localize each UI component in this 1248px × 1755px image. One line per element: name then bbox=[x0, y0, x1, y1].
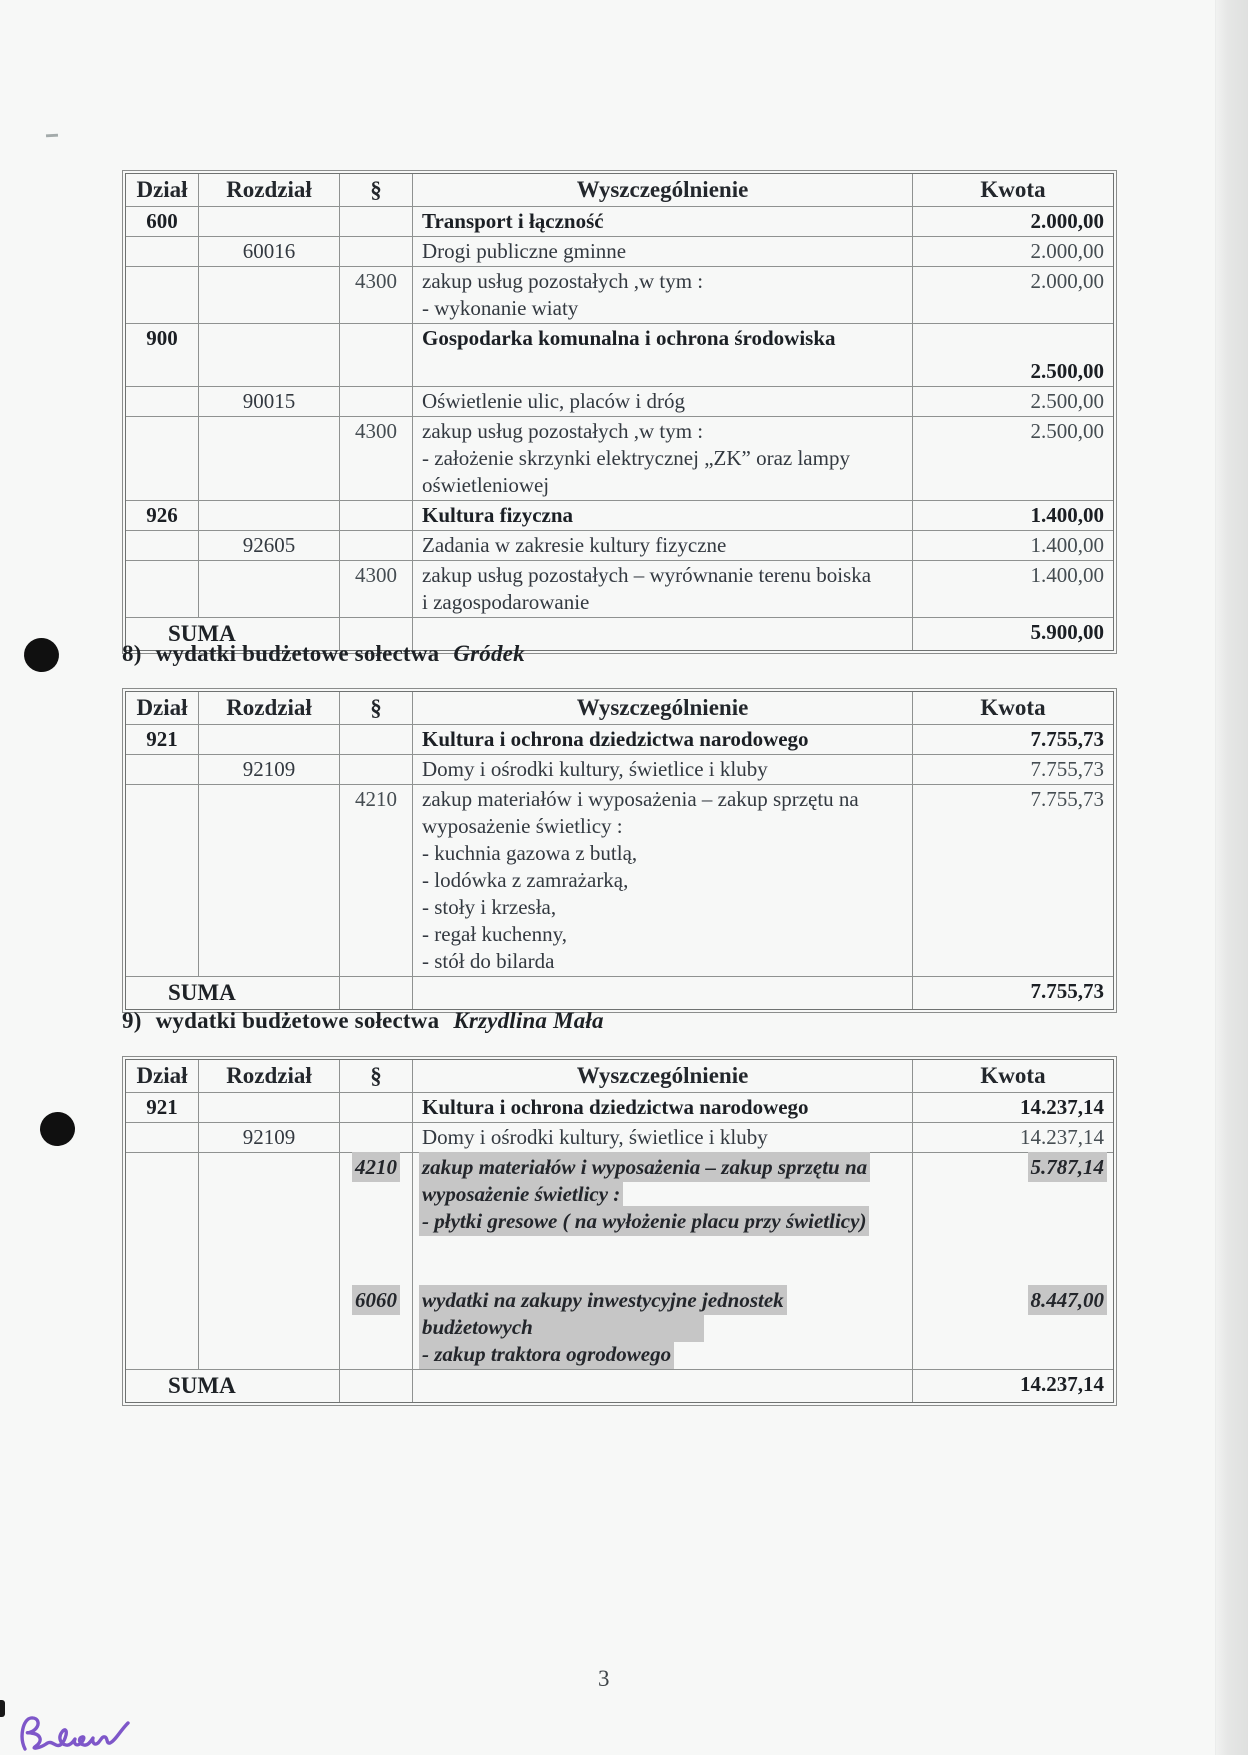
description-line bbox=[422, 1341, 903, 1368]
table-suma-row bbox=[126, 1370, 1113, 1402]
heading-label: wydatki budżetowe sołectwa bbox=[155, 641, 440, 666]
cell-description: Oświetlenie ulic, placów i dróg bbox=[413, 387, 913, 416]
table-header-row bbox=[126, 692, 1113, 725]
cell-empty bbox=[340, 1370, 413, 1402]
description-line: i zagospodarowanie bbox=[422, 590, 590, 614]
highlighted-text: wyposażenie świetlicy : bbox=[422, 1182, 621, 1206]
cell-empty bbox=[199, 267, 340, 323]
column-header-kwota: Kwota bbox=[980, 1063, 1046, 1088]
budget-table-2 bbox=[122, 688, 1117, 1013]
cell-description: Domy i ośrodki kultury, świetlice i kluby bbox=[413, 1123, 913, 1152]
page-number: 3 bbox=[598, 1666, 610, 1691]
cell-amount: 14.237,14 bbox=[1020, 1125, 1104, 1149]
cell-rozdzial: 92109 bbox=[199, 1123, 340, 1152]
cell-description bbox=[413, 417, 913, 500]
cell-amount: 2.500,00 bbox=[1030, 359, 1104, 383]
cell-description: Drogi publiczne gminne bbox=[413, 237, 913, 266]
cell-dzial: 921 bbox=[126, 1093, 199, 1122]
highlighted-text: - płytki gresowe ( na wyłożenie placu przy świetlicy) bbox=[422, 1209, 867, 1233]
cell-empty bbox=[413, 977, 913, 1009]
cell-description bbox=[413, 561, 913, 617]
table bbox=[125, 1059, 1114, 1403]
section-heading-9 bbox=[122, 1008, 604, 1034]
cell-amount: 1.400,00 bbox=[1030, 503, 1104, 527]
budget-table-3 bbox=[122, 1056, 1117, 1406]
hole-punch-dot bbox=[22, 636, 61, 675]
cell-description bbox=[413, 267, 913, 323]
description-line: - regał kuchenny, bbox=[422, 922, 567, 946]
cell-description: Kultura i ochrona dziedzictwa narodowego bbox=[413, 725, 913, 754]
suma-label: SUMA bbox=[126, 977, 340, 1009]
table-header-row bbox=[126, 174, 1113, 207]
cell-description: Transport i łączność bbox=[413, 207, 913, 236]
cell-description: Kultura fizyczna bbox=[413, 501, 913, 530]
heading-label: wydatki budżetowe sołectwa bbox=[155, 1008, 440, 1033]
amount-4210 bbox=[922, 1154, 1104, 1181]
cell-empty bbox=[340, 977, 413, 1009]
cell-paragraf: 4210 bbox=[340, 785, 413, 976]
cell-paragraf: 4300 bbox=[340, 561, 413, 617]
column-header-dzial: Dział bbox=[126, 692, 199, 724]
cell-empty bbox=[126, 387, 199, 416]
suma-label: SUMA bbox=[126, 618, 340, 650]
column-header-paragraf: § bbox=[340, 692, 413, 724]
description-line bbox=[422, 1181, 903, 1208]
cell-empty bbox=[340, 531, 413, 560]
signature-scribble-icon bbox=[16, 1710, 156, 1755]
budget-table-1 bbox=[122, 170, 1117, 654]
cell-amount: 7.755,73 bbox=[1030, 727, 1104, 751]
cell-description: Gospodarka komunalna i ochrona środowiska bbox=[413, 324, 913, 386]
suma-amount: 7.755,73 bbox=[1030, 979, 1104, 1003]
description-line: zakup usług pozostałych – wyrównanie terenu boiska bbox=[422, 563, 872, 587]
suma-label: SUMA bbox=[126, 1370, 340, 1402]
table-row bbox=[126, 561, 1113, 618]
column-header-rozdzial: Rozdział bbox=[199, 692, 340, 724]
cell-empty bbox=[340, 387, 413, 416]
table-row bbox=[126, 725, 1113, 755]
cell-description: Kultura i ochrona dziedzictwa narodowego bbox=[413, 1093, 913, 1122]
cell-amount: 2.000,00 bbox=[1030, 239, 1104, 263]
cell-paragraf: 4300 bbox=[340, 267, 413, 323]
heading-number: 8) bbox=[122, 641, 142, 666]
suma-amount: 14.237,14 bbox=[1020, 1372, 1104, 1396]
cell-empty bbox=[340, 324, 413, 386]
cell-empty bbox=[199, 1153, 340, 1369]
heading-place-name: Krzydlina Mała bbox=[453, 1008, 604, 1033]
cell-paragraf bbox=[340, 1153, 413, 1369]
cell-dzial: 921 bbox=[126, 725, 199, 754]
cell-amount bbox=[913, 1153, 1113, 1369]
handwritten-signature bbox=[16, 1710, 156, 1755]
table-row bbox=[126, 207, 1113, 237]
amount-value: 5.787,14 bbox=[1030, 1155, 1104, 1179]
suma-amount: 5.900,00 bbox=[1030, 620, 1104, 644]
cell-paragraf: 4300 bbox=[340, 417, 413, 500]
cell-empty bbox=[126, 531, 199, 560]
table bbox=[125, 173, 1114, 651]
hole-punch-dot bbox=[38, 1110, 76, 1147]
cell-empty bbox=[199, 501, 340, 530]
cell-empty bbox=[126, 267, 199, 323]
description-line: - wykonanie wiaty bbox=[422, 296, 579, 320]
table-row bbox=[126, 1093, 1113, 1123]
cell-empty bbox=[126, 561, 199, 617]
description-line: - kuchnia gazowa z butlą, bbox=[422, 841, 638, 865]
cell-empty bbox=[413, 1370, 913, 1402]
description-line: zakup usług pozostałych ,w tym : bbox=[422, 269, 704, 293]
cell-empty bbox=[126, 1153, 199, 1369]
cell-amount: 1.400,00 bbox=[1030, 533, 1104, 557]
column-header-wyszczegolnienie: Wyszczególnienie bbox=[413, 692, 913, 724]
table-row bbox=[126, 755, 1113, 785]
cell-dzial: 926 bbox=[126, 501, 199, 530]
cell-amount: 2.500,00 bbox=[1030, 419, 1104, 443]
table-row-highlighted bbox=[126, 1153, 1113, 1370]
cell-description: Domy i ośrodki kultury, świetlice i kluby bbox=[413, 755, 913, 784]
highlighted-text: zakup materiałów i wyposażenia – zakup sprzętu na bbox=[422, 1155, 868, 1179]
table-header-row bbox=[126, 1060, 1113, 1093]
amount-6060 bbox=[922, 1287, 1104, 1314]
table-row bbox=[126, 501, 1113, 531]
section-heading-8 bbox=[122, 641, 525, 667]
description-line: wyposażenie świetlicy : bbox=[422, 814, 623, 838]
highlighted-text: - zakup traktora ogrodowego bbox=[422, 1342, 672, 1366]
description-line bbox=[422, 1154, 903, 1181]
table-row bbox=[126, 237, 1113, 267]
cell-amount: 7.755,73 bbox=[1030, 757, 1104, 781]
table-suma-row bbox=[126, 977, 1113, 1009]
description-line: - założenie skrzynki elektrycznej „ZK” oraz lampy bbox=[422, 446, 850, 470]
cell-empty bbox=[340, 725, 413, 754]
cell-rozdzial: 92109 bbox=[199, 755, 340, 784]
highlighted-text: budżetowych bbox=[422, 1315, 701, 1339]
cell-amount: 2.500,00 bbox=[1030, 389, 1104, 413]
column-header-wyszczegolnienie: Wyszczególnienie bbox=[413, 174, 913, 206]
description-line: - lodówka z zamrażarką, bbox=[422, 868, 629, 892]
paragraf-value: 4210 bbox=[355, 1155, 397, 1179]
cell-empty bbox=[340, 1123, 413, 1152]
column-header-paragraf: § bbox=[340, 1060, 413, 1092]
table-row bbox=[126, 324, 1113, 387]
column-header-rozdzial: Rozdział bbox=[199, 1060, 340, 1092]
column-header-rozdzial: Rozdział bbox=[199, 174, 340, 206]
table-row bbox=[126, 417, 1113, 501]
description-line bbox=[422, 1287, 903, 1314]
description-line: zakup usług pozostałych ,w tym : bbox=[422, 419, 704, 443]
paragraf-value: 6060 bbox=[355, 1288, 397, 1312]
cell-empty bbox=[126, 785, 199, 976]
cell-empty bbox=[199, 207, 340, 236]
heading-number: 9) bbox=[122, 1008, 142, 1033]
table-row bbox=[126, 1123, 1113, 1153]
description-line: zakup materiałów i wyposażenia – zakup sprzętu na bbox=[422, 787, 859, 811]
cell-empty bbox=[199, 725, 340, 754]
cell-description bbox=[413, 785, 913, 976]
cell-dzial: 900 bbox=[126, 324, 199, 386]
cell-empty bbox=[126, 417, 199, 500]
column-header-dzial: Dział bbox=[126, 174, 199, 206]
cell-amount: 2.000,00 bbox=[1030, 269, 1104, 293]
cell-empty bbox=[340, 1093, 413, 1122]
cell-empty bbox=[199, 785, 340, 976]
cell-empty bbox=[340, 237, 413, 266]
cell-empty bbox=[340, 755, 413, 784]
description-line: - stół do bilarda bbox=[422, 949, 555, 973]
cell-rozdzial: 92605 bbox=[199, 531, 340, 560]
description-line: - stoły i krzesła, bbox=[422, 895, 557, 919]
cell-empty bbox=[340, 501, 413, 530]
cell-description bbox=[413, 1153, 913, 1369]
table-row bbox=[126, 267, 1113, 324]
table-row bbox=[126, 531, 1113, 561]
table bbox=[125, 691, 1114, 1010]
amount-value: 8.447,00 bbox=[1030, 1288, 1104, 1312]
table-row bbox=[126, 785, 1113, 977]
table-row bbox=[126, 387, 1113, 417]
cell-dzial: 600 bbox=[126, 207, 199, 236]
paragraf-4210 bbox=[349, 1154, 403, 1181]
column-header-kwota: Kwota bbox=[980, 177, 1046, 202]
column-header-dzial: Dział bbox=[126, 1060, 199, 1092]
column-header-kwota: Kwota bbox=[980, 695, 1046, 720]
cell-amount: 1.400,00 bbox=[1030, 563, 1104, 587]
cell-empty bbox=[126, 755, 199, 784]
cell-amount: 2.000,00 bbox=[1030, 209, 1104, 233]
cell-empty bbox=[199, 417, 340, 500]
scan-edge-mark bbox=[0, 1700, 5, 1717]
scan-edge-strip bbox=[1215, 0, 1248, 1755]
stray-dash-mark bbox=[46, 134, 58, 138]
cell-empty bbox=[126, 237, 199, 266]
cell-description: Zadania w zakresie kultury fizyczne bbox=[413, 531, 913, 560]
cell-empty bbox=[199, 1093, 340, 1122]
column-header-wyszczegolnienie: Wyszczególnienie bbox=[413, 1060, 913, 1092]
cell-empty bbox=[340, 207, 413, 236]
cell-rozdzial: 60016 bbox=[199, 237, 340, 266]
description-line: oświetleniowej bbox=[422, 473, 550, 497]
heading-place-name: Gródek bbox=[453, 641, 525, 666]
description-line bbox=[422, 1208, 903, 1235]
cell-amount: 14.237,14 bbox=[1020, 1095, 1104, 1119]
cell-empty bbox=[199, 561, 340, 617]
highlighted-text: wydatki na zakupy inwestycyjne jednostek bbox=[422, 1288, 784, 1312]
column-header-paragraf: § bbox=[340, 174, 413, 206]
cell-rozdzial: 90015 bbox=[199, 387, 340, 416]
description-line bbox=[422, 1314, 903, 1341]
paragraf-6060 bbox=[349, 1287, 403, 1314]
cell-empty bbox=[199, 324, 340, 386]
cell-amount: 7.755,73 bbox=[1030, 787, 1104, 811]
cell-empty bbox=[126, 1123, 199, 1152]
